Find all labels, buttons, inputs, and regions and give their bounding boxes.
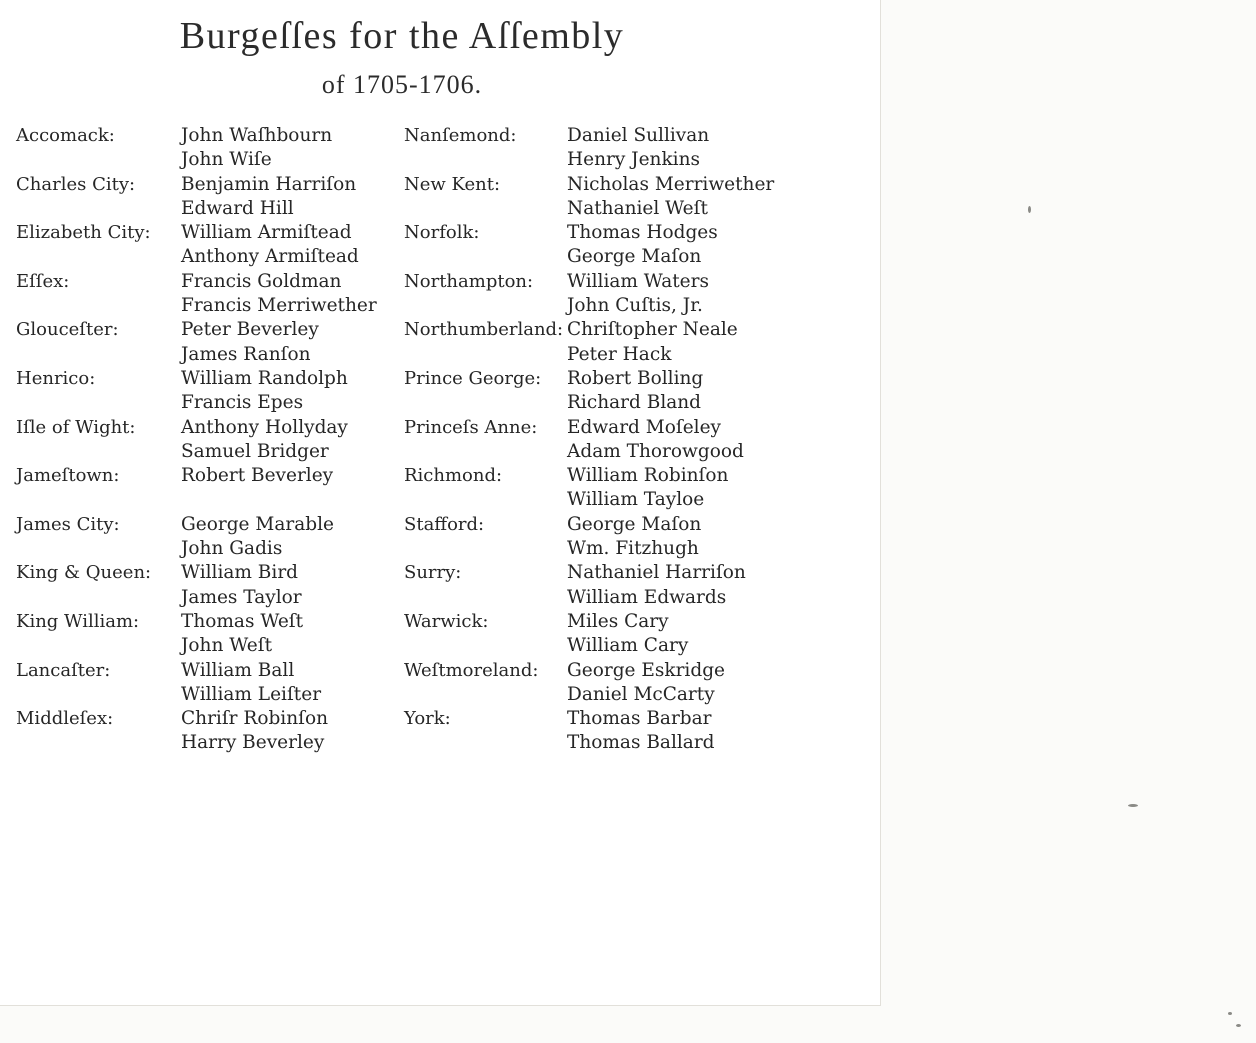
member-name: Miles Cary	[567, 610, 669, 632]
member-list	[567, 270, 709, 319]
county-name: Accomack:	[16, 125, 115, 146]
county-entry	[404, 318, 774, 367]
member-name: William Armiſtead	[181, 222, 352, 244]
member-name: Chriſr Robinſon	[181, 708, 329, 730]
county-name: Northumberland:	[404, 319, 564, 341]
member-name: William Randolph	[181, 367, 348, 389]
member-name: Anthony Armiſtead	[181, 246, 359, 268]
member-list	[567, 416, 744, 465]
member-name: Thomas Barbar	[567, 708, 712, 730]
member-name: Nathaniel Weſt	[567, 197, 708, 219]
county-entry	[16, 221, 377, 270]
member-name: William Robinſon	[567, 465, 729, 487]
member-name: George Marable	[181, 513, 334, 535]
county-entry	[16, 659, 377, 708]
county-entry	[16, 610, 377, 659]
county-entry	[16, 464, 377, 513]
county-name: Warwick:	[404, 610, 489, 632]
county-entry	[404, 707, 774, 756]
scan-speck	[1128, 804, 1138, 807]
scan-speck	[1228, 1012, 1232, 1015]
county-entry	[404, 659, 774, 708]
member-name: Daniel Sullivan	[567, 125, 710, 146]
member-name: John Cuſtis, Jr.	[567, 295, 703, 317]
member-name: Edward Moſeley	[567, 416, 721, 438]
scan-speck	[1236, 1024, 1241, 1027]
member-list	[567, 561, 746, 610]
county-entry	[16, 416, 377, 465]
member-name: William Tayloe	[567, 489, 705, 511]
member-name: Samuel Bridger	[181, 440, 329, 462]
member-name: John Gadis	[181, 538, 283, 560]
county-entry	[404, 513, 774, 562]
county-name: James City:	[16, 513, 120, 535]
member-name: Edward Hill	[181, 197, 294, 219]
county-name: York:	[404, 708, 451, 730]
county-name: Charles City:	[16, 173, 136, 195]
member-name: William Cary	[567, 635, 689, 657]
member-name: Thomas Ballard	[567, 732, 715, 754]
member-list	[567, 318, 738, 367]
county-name: Jameſtown:	[16, 465, 120, 487]
county-entry	[16, 124, 377, 173]
member-list	[567, 367, 703, 416]
county-name: Stafford:	[404, 513, 485, 535]
member-name: Nathaniel Harriſon	[567, 562, 746, 584]
member-list	[181, 124, 332, 173]
county-name: Northampton:	[404, 270, 534, 292]
county-entry	[16, 318, 377, 367]
member-list	[181, 367, 348, 416]
right-column	[404, 124, 774, 756]
member-list	[567, 513, 701, 562]
member-name: George Maſon	[567, 513, 702, 535]
member-name: George Eskridge	[567, 659, 725, 681]
county-entry	[404, 270, 774, 319]
county-name: Princeſs Anne:	[404, 416, 538, 438]
member-list	[181, 659, 321, 708]
county-entry	[404, 124, 774, 173]
scan-speck	[1028, 206, 1031, 213]
member-name: John Waſhbourn	[181, 125, 333, 146]
member-name: Chriſtopher Neale	[567, 319, 738, 341]
member-list	[181, 416, 348, 465]
county-name: Glouceſter:	[16, 319, 119, 341]
county-entry	[404, 221, 774, 270]
county-name: King & Queen:	[16, 562, 152, 584]
member-name: Peter Beverley	[181, 319, 319, 341]
county-entry	[16, 707, 377, 756]
document-title: Burgeſſes for the Aſſembly	[179, 15, 625, 57]
member-name: Francis Epes	[181, 392, 304, 414]
county-entry	[16, 367, 377, 416]
member-name: William Edwards	[567, 586, 727, 608]
member-list	[567, 124, 709, 173]
member-name: William Bird	[181, 562, 299, 584]
left-column	[16, 124, 377, 756]
county-name: New Kent:	[404, 173, 501, 195]
member-name: John Weſt	[181, 635, 273, 657]
county-entry	[404, 610, 774, 659]
member-name: James Ranſon	[181, 343, 311, 365]
county-name: King William:	[16, 610, 140, 632]
member-list	[567, 707, 715, 756]
county-entry	[404, 464, 774, 513]
member-list	[181, 464, 333, 513]
county-name: Henrico:	[16, 367, 96, 389]
county-entry	[404, 173, 774, 222]
county-entry	[404, 561, 774, 610]
member-name: Anthony Hollyday	[181, 416, 348, 438]
member-list	[567, 659, 725, 708]
member-list	[567, 464, 728, 513]
member-name: Daniel McCarty	[567, 683, 715, 705]
county-name: Eſſex:	[16, 270, 70, 292]
member-list	[181, 561, 302, 610]
member-list	[567, 173, 774, 222]
member-list	[567, 610, 688, 659]
member-list	[181, 318, 319, 367]
member-name: Thomas Weſt	[181, 610, 304, 632]
member-name: William Ball	[181, 659, 295, 681]
member-list	[567, 221, 718, 270]
county-name: Iſle of Wight:	[16, 416, 136, 438]
member-name: Peter Hack	[567, 343, 672, 365]
county-name: Surry:	[404, 562, 462, 584]
member-name: Robert Beverley	[181, 465, 334, 487]
member-name: William Leiſter	[181, 683, 322, 705]
member-name: John Wiſe	[181, 149, 272, 171]
member-name: James Taylor	[181, 586, 302, 608]
county-name: Richmond:	[404, 465, 503, 487]
member-list	[181, 270, 377, 319]
member-list	[181, 173, 356, 222]
member-name	[181, 488, 333, 512]
member-name: Richard Bland	[567, 392, 702, 414]
county-entry	[16, 561, 377, 610]
county-name: Prince George:	[404, 367, 542, 389]
county-entry	[16, 513, 377, 562]
member-list	[181, 513, 334, 562]
county-name: Middleſex:	[16, 708, 114, 730]
county-name: Elizabeth City:	[16, 222, 151, 244]
county-name: Norfolk:	[404, 222, 480, 244]
member-list	[181, 707, 328, 756]
member-name: Francis Goldman	[181, 270, 342, 292]
county-entry	[16, 270, 377, 319]
county-name: Nanſemond:	[404, 125, 517, 146]
county-entry	[404, 367, 774, 416]
county-entry	[404, 416, 774, 465]
member-name: Adam Thorowgood	[567, 440, 744, 462]
member-name: Benjamin Harriſon	[181, 173, 357, 195]
member-name: Robert Bolling	[567, 367, 704, 389]
county-name: Lancaſter:	[16, 659, 111, 681]
member-list	[181, 610, 303, 659]
member-name: William Waters	[567, 270, 709, 292]
member-name: Francis Merriwether	[181, 295, 377, 317]
member-name: Thomas Hodges	[567, 222, 718, 244]
member-list	[181, 221, 359, 270]
county-name: Weſtmoreland:	[404, 659, 539, 681]
member-name: Wm. Fitzhugh	[567, 538, 699, 560]
document-subtitle: of 1705-1706.	[321, 70, 483, 99]
member-name: George Maſon	[567, 246, 702, 268]
member-name: Nicholas Merriwether	[567, 173, 775, 195]
member-name: Henry Jenkins	[567, 149, 700, 171]
county-entry	[16, 173, 377, 222]
member-name: Harry Beverley	[181, 732, 325, 754]
